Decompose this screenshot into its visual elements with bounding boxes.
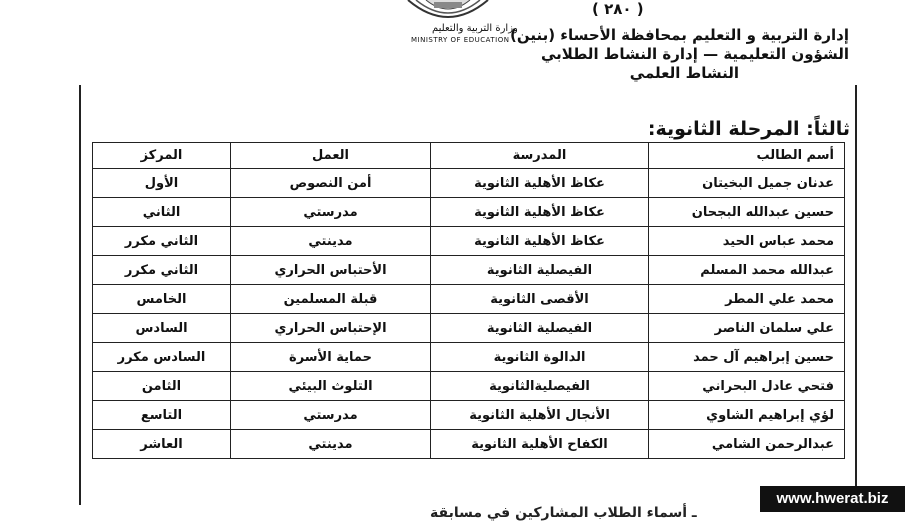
cell-rank: التاسع <box>93 401 231 430</box>
cell-school: الأقصى الثانوية <box>431 285 649 314</box>
cell-work: الأحتباس الحراري <box>231 256 431 285</box>
document-header <box>489 26 849 83</box>
cell-work: مدرستي <box>231 198 431 227</box>
header-rank: المركز <box>93 143 231 169</box>
cell-school: الفيصليةالثانوية <box>431 372 649 401</box>
cell-work: مدينتي <box>231 430 431 459</box>
table-row <box>93 169 845 198</box>
bottom-partial-text: ـ أسماء الطلاب المشاركين في مسابقة <box>430 505 697 521</box>
table-header-row <box>93 143 845 169</box>
cell-rank: الأول <box>93 169 231 198</box>
table-row <box>93 401 845 430</box>
header-line-3: النشاط العلمي <box>629 64 739 82</box>
cell-school: الفيصلية الثانوية <box>431 314 649 343</box>
cell-student: لؤي إبراهيم الشاوي <box>649 401 845 430</box>
cell-work: حماية الأسرة <box>231 343 431 372</box>
cell-student: محمد عباس الحيد <box>649 227 845 256</box>
cell-work: مدرستي <box>231 401 431 430</box>
cell-work: مدينتي <box>231 227 431 256</box>
cell-rank: الثاني مكرر <box>93 227 231 256</box>
cell-student: عبدالرحمن الشامي <box>649 430 845 459</box>
table-row <box>93 285 845 314</box>
ministry-name-ar: وزارة التربية والتعليم <box>432 23 518 34</box>
cell-school: عكاظ الأهلية الثانوية <box>431 169 649 198</box>
cell-student: عبدالله محمد المسلم <box>649 256 845 285</box>
header-student: أسم الطالب <box>649 143 845 169</box>
table-row <box>93 430 845 459</box>
cell-rank: الثامن <box>93 372 231 401</box>
header-line-1: إدارة التربية و التعليم بمحافظة الأحساء (بنين) <box>509 26 849 44</box>
cell-school: الدالوة الثانوية <box>431 343 649 372</box>
table-row <box>93 198 845 227</box>
cell-rank: السادس <box>93 314 231 343</box>
site-watermark: www.hwerat.biz <box>760 486 905 512</box>
cell-work: أمن النصوص <box>231 169 431 198</box>
header-school: المدرسة <box>431 143 649 169</box>
cell-work: قبلة المسلمين <box>231 285 431 314</box>
cell-school: الفيصلية الثانوية <box>431 256 649 285</box>
left-margin-line <box>79 85 81 505</box>
table-row <box>93 256 845 285</box>
cell-rank: الثاني مكرر <box>93 256 231 285</box>
cell-work: الإحتباس الحراري <box>231 314 431 343</box>
cell-student: علي سلمان الناصر <box>649 314 845 343</box>
cell-rank: الخامس <box>93 285 231 314</box>
cell-student: فتحي عادل البحراني <box>649 372 845 401</box>
cell-work: التلوث البيئي <box>231 372 431 401</box>
results-table <box>92 142 845 459</box>
cell-student: محمد علي المطر <box>649 285 845 314</box>
table-row <box>93 343 845 372</box>
cell-rank: الثاني <box>93 198 231 227</box>
page-number: ( ٢٨٠ ) <box>592 0 644 18</box>
ministry-name-en: MINISTRY OF EDUCATION <box>411 36 510 44</box>
cell-school: عكاظ الأهلية الثانوية <box>431 198 649 227</box>
cell-student: حسين عبدالله البجحان <box>649 198 845 227</box>
right-margin-line <box>855 85 857 510</box>
header-work: العمل <box>231 143 431 169</box>
cell-rank: العاشر <box>93 430 231 459</box>
table-row <box>93 227 845 256</box>
cell-student: حسين إبراهيم آل حمد <box>649 343 845 372</box>
cell-school: عكاظ الأهلية الثانوية <box>431 227 649 256</box>
table-row <box>93 314 845 343</box>
cell-school: الأنجال الأهلية الثانوية <box>431 401 649 430</box>
cell-rank: السادس مكرر <box>93 343 231 372</box>
cell-student: عدنان جميل البخيتان <box>649 169 845 198</box>
header-line-2: الشؤون التعليمية — إدارة النشاط الطلابي <box>541 45 849 63</box>
table-row <box>93 372 845 401</box>
cell-school: الكفاح الأهلية الثانوية <box>431 430 649 459</box>
section-title: ثالثاً: المرحلة الثانوية: <box>647 118 850 140</box>
